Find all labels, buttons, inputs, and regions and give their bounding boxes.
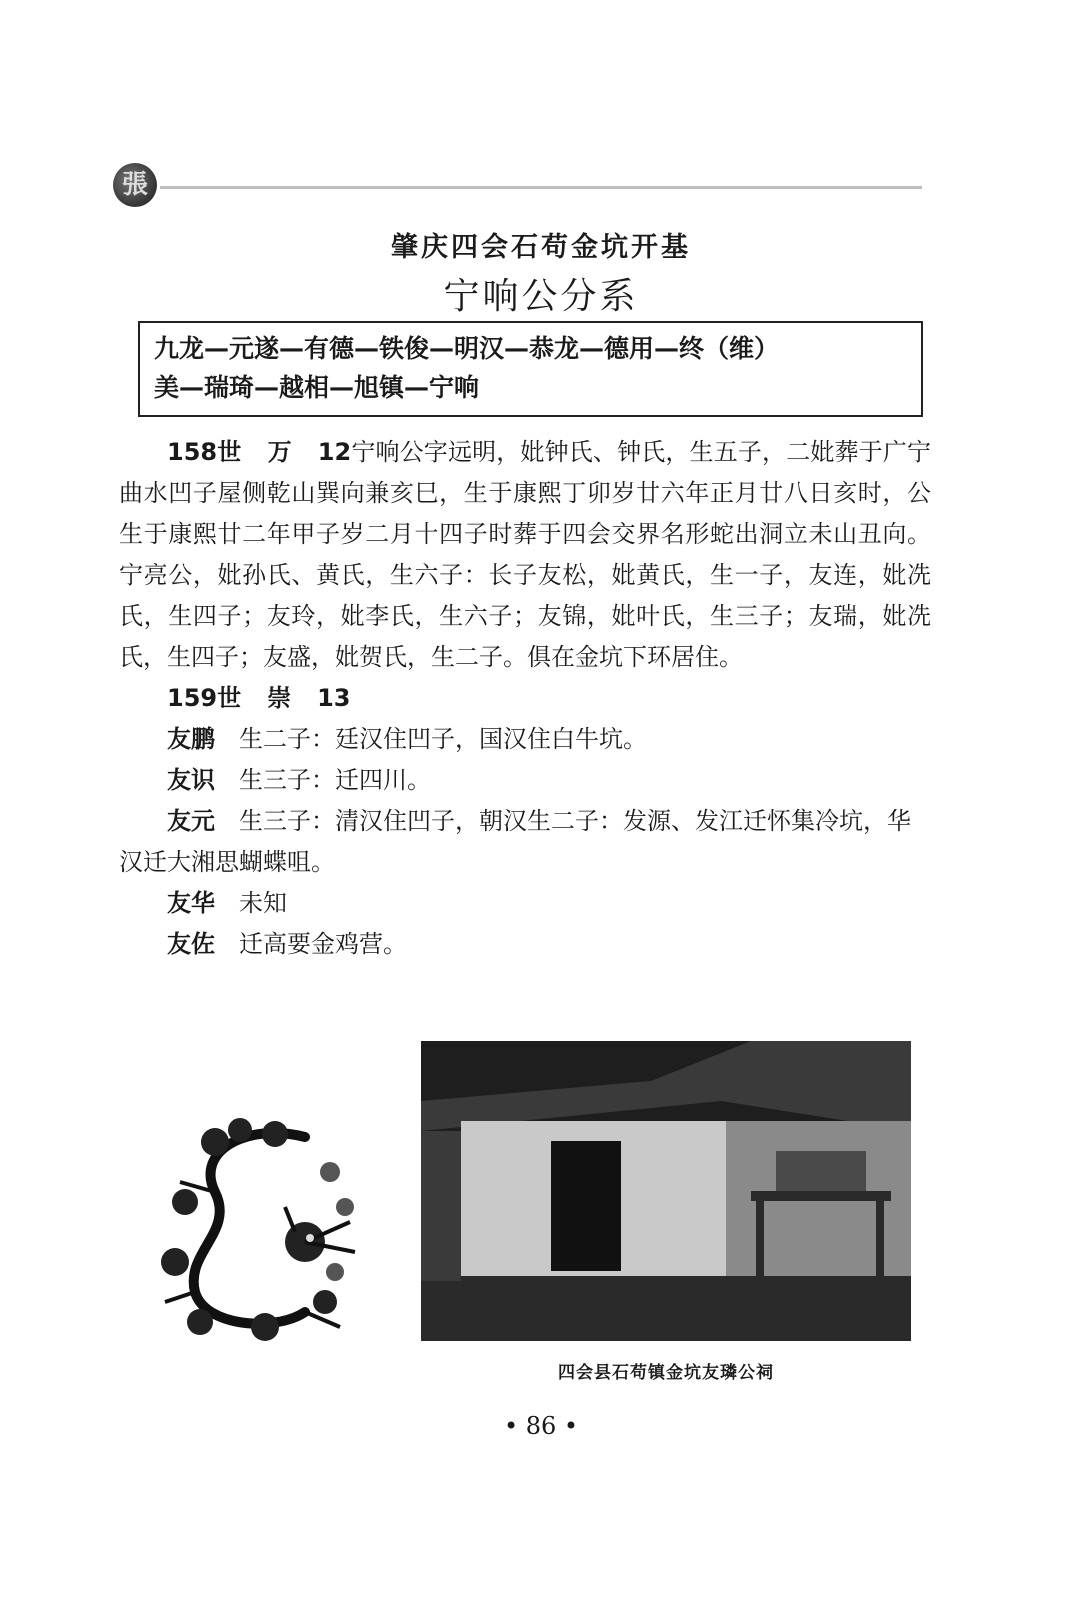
member-text: 生三子：清汉住凹子，朝汉生二子：发源、发江迁怀集冷坑，华汉迁大湘思蝴蝶咀。 <box>119 807 911 876</box>
genealogy-body <box>119 432 931 965</box>
member-name: 友识 <box>167 766 215 794</box>
member-entry <box>119 883 931 924</box>
lineage-line-2: 美—瑞琦—越相—旭镇—宁响 <box>154 373 480 402</box>
member-name: 友佐 <box>167 930 215 958</box>
member-entry <box>119 719 931 760</box>
lineage-line-1: 九龙—元遂—有德—铁俊—明汉—恭龙—德用—终（维） <box>154 334 780 363</box>
photo-caption: 四会县石苟镇金坑友璘公祠 <box>558 1363 774 1383</box>
member-entry <box>119 924 931 965</box>
member-entry <box>119 801 931 883</box>
ancestral-hall-photo <box>421 1041 911 1341</box>
member-name: 友华 <box>167 889 215 917</box>
member-text: 生二子：廷汉住凹子，国汉住白牛坑。 <box>239 725 647 753</box>
member-name: 友元 <box>167 807 215 835</box>
lineage-box <box>138 321 923 417</box>
branch-title: 宁响公分系 <box>443 276 639 317</box>
dragon-illustration <box>155 1112 367 1344</box>
page-number: • 86 • <box>503 1412 579 1440</box>
member-name: 友鹏 <box>167 725 215 753</box>
generation-158-text: 宁响公字远明，妣钟氏、钟氏，生五子，二妣葬于广宁曲水凹子屋侧乾山巽向兼亥巳，生于康熙丁卯岁廿六年正月廿八日亥时，公生于康熙廿二年甲子岁二月十四子时葬于四会交界名形蛇出洞立未山丑向。宁亮公，妣孙氏、黄氏，生六子：长子友松，妣黄氏，生一子，友连，妣冼氏，生四子；友玲，妣李氏，生六子；友锦，妣叶氏，生三子；友瑞，妣冼氏，生四子；友盛，妣贺氏，生二子。俱在金坑下环居住。 <box>119 438 931 671</box>
generation-158-heading: 158世 万 12 <box>167 438 352 466</box>
zhang-clan-logo: 張 <box>113 163 157 207</box>
header-rule <box>160 186 922 189</box>
member-text: 迁高要金鸡营。 <box>239 930 407 958</box>
member-text: 未知 <box>239 889 287 917</box>
member-entry <box>119 760 931 801</box>
generation-159-heading: 159世 崇 13 <box>167 684 351 712</box>
section-title: 肇庆四会石苟金坑开基 <box>391 232 691 263</box>
generation-158-paragraph <box>119 432 931 678</box>
member-text: 生三子：迁四川。 <box>239 766 431 794</box>
